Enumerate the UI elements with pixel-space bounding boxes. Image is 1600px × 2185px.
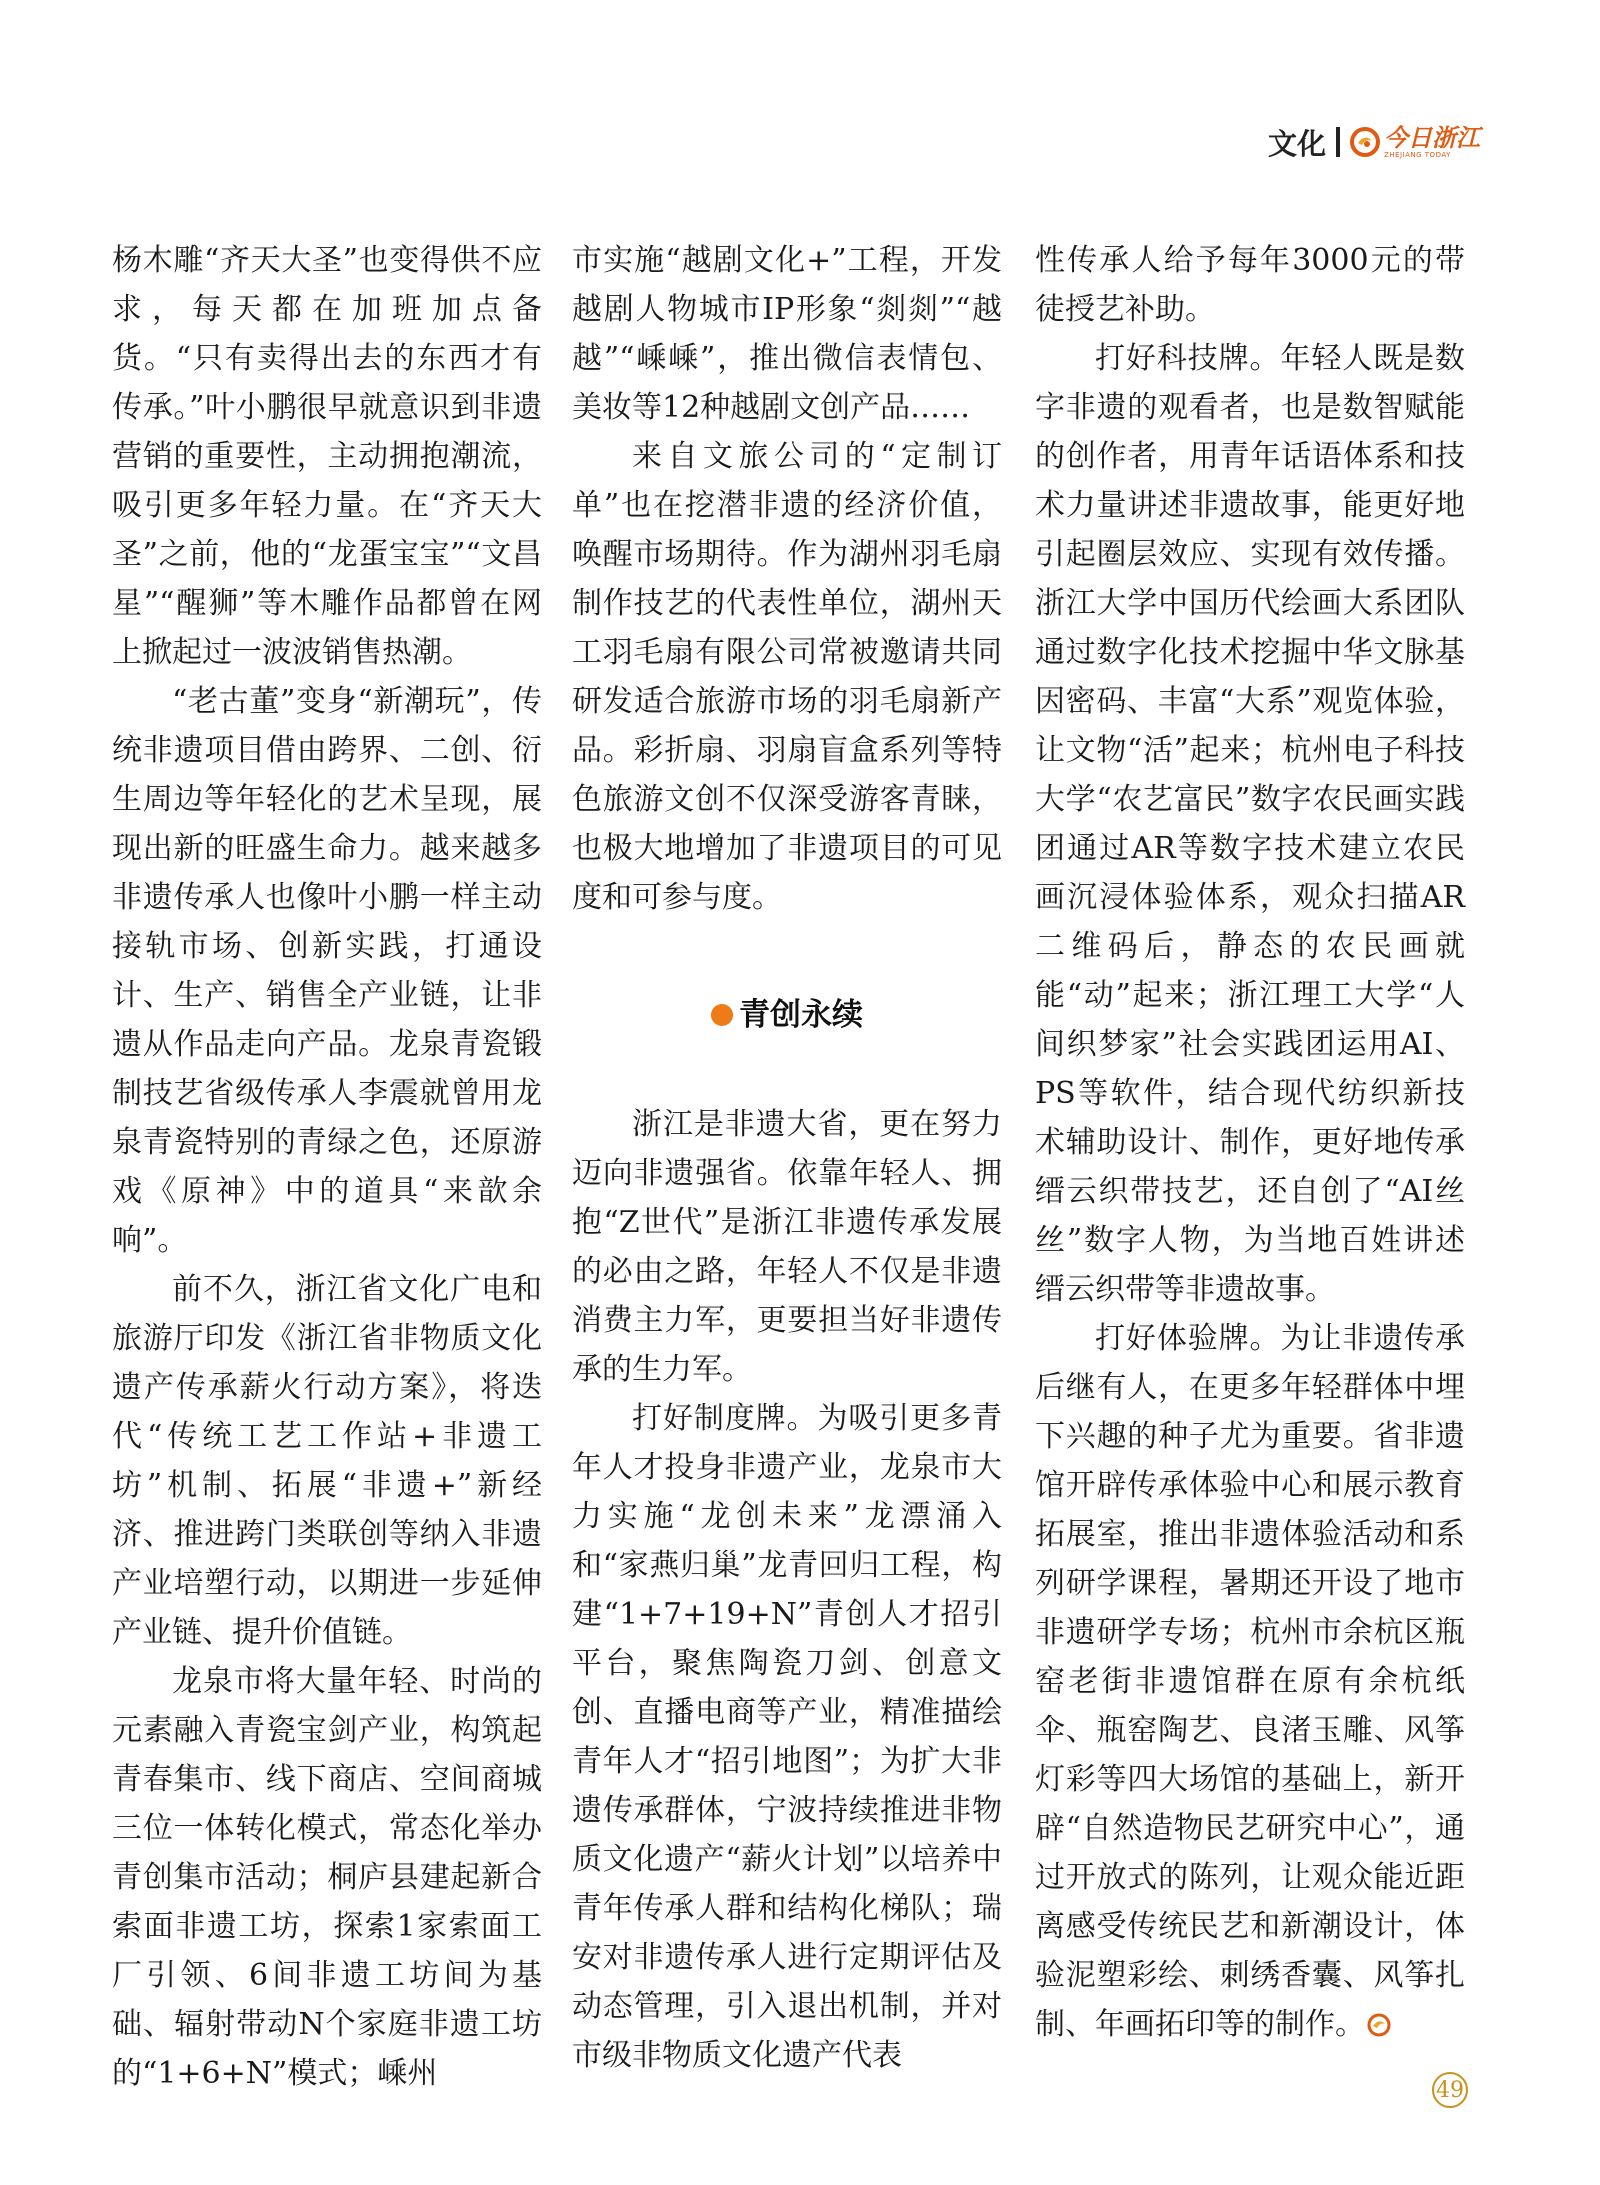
page-number: 49 (1432, 2072, 1468, 2108)
paragraph: 打好制度牌。为吸引更多青年人才投身非遗产业，龙泉市大力实施“龙创未来”龙漂涌入和“家燕归巢”龙青回归工程，构建“1+7+19+N”青创人才招引平台，聚焦陶瓷刀剑、创意文创、直播电商等产业，精准描绘青年人才“招引地图”；为扩大非遗传承群体，宁波持续推进非物质文化遗产“薪火计划”以培养中青年传承人群和结构化梯队；瑞安对非遗传承人进行定期评估及动态管理，引入退出机制，并对市级非物质文化遗产代表 (572, 1401, 1002, 2073)
magazine-logo (1350, 123, 1480, 159)
end-mark-icon (1367, 2013, 1391, 2037)
paragraph: 打好科技牌。年轻人既是数字非遗的观看者，也是数智赋能的创作者，用青年话语体系和技术力量讲述非遗故事，能更好地引起圈层效应、实现有效传播。浙江大学中国历代绘画大系团队通过数字化技术挖掘中华文脉基因密码、丰富“大系”观览体验，让文物“活”起来；杭州电子科技大学“农艺富民”数字农民画实践团通过AR等数字技术建立农民画沉浸体验体系，观众扫描AR二维码后，静态的农民画就能“动”起来；浙江理工大学“人间织梦家”社会实践团运用AI、PS等软件，结合现代纺织新技术辅助设计、制作，更好地传承缙云织带技艺，还自创了“AI丝丝”数字人物，为当地百姓讲述缙云织带等非遗故事。 (1035, 341, 1465, 1307)
paragraph: 浙江是非遗大省，更在努力迈向非遗强省。依靠年轻人、拥抱“Z世代”是浙江非遗传承发展的必由之路，年轻人不仅是非遗消费主力军，更要担当好非遗传承的生力军。 (572, 1107, 1002, 1387)
paragraph: 龙泉市将大量年轻、时尚的元素融入青瓷宝剑产业，构筑起青春集市、线下商店、空间商城三位一体转化模式，常态化举办青创集市活动；桐庐县建起新合索面非遗工坊，探索1家索面工厂引领、6间非遗工坊间为基础、辐射带动N个家庭非遗工坊的“1+6+N”模式；嵊州 (112, 1664, 542, 2091)
paragraph: 杨木雕“齐天大圣”也变得供不应求，每天都在加班加点备货。“只有卖得出去的东西才有传承。”叶小鹏很早就意识到非遗营销的重要性，主动拥抱潮流，吸引更多年轻力量。在“齐天大圣”之前，他的“龙蛋宝宝”“文昌星”“醒狮”等木雕作品都曾在网上掀起过一波波销售热潮。 (112, 243, 542, 670)
paragraph: 市实施“越剧文化+”工程，开发越剧人物城市IP形象“剡剡”“越越”“嵊嵊”，推出微信表情包、美妆等12种越剧文创产品…… (572, 243, 1002, 425)
paragraph: 来自文旅公司的“定制订单”也在挖潜非遗的经济价值，唤醒市场期待。作为湖州羽毛扇制作技艺的代表性单位，湖州天工羽毛扇有限公司常被邀请共同研发适合旅游市场的羽毛扇新产品。彩折扇、羽扇盲盒系列等特色旅游文创不仅深受游客青睐，也极大地增加了非遗项目的可见度和可参与度。 (572, 439, 1002, 915)
section-heading (572, 990, 1002, 1040)
logo-english-text: ZHEJIANG TODAY (1384, 150, 1451, 159)
paragraph: 性传承人给予每年3000元的带徒授艺补助。 (1035, 243, 1465, 327)
article-column-2 (572, 236, 1002, 2080)
section-heading-text: 青创永续 (739, 996, 863, 1033)
section-label: 文化 (1267, 126, 1326, 161)
paragraph: “老古董”变身“新潮玩”，传统非遗项目借由跨界、二创、衍生周边等年轻化的艺术呈现，展现出新的旺盛生命力。越来越多非遗传承人也像叶小鹏一样主动接轨市场、创新实践，打通设计、生产、销售全产业链，让非遗从作品走向产品。龙泉青瓷锻制技艺省级传承人李震就曾用龙泉青瓷特别的青绿之色，还原游戏《原神》中的道具“来歆余响”。 (112, 684, 542, 1258)
final-paragraph (1035, 1314, 1465, 2049)
orange-dot-icon (711, 1004, 733, 1026)
page-header (1268, 118, 1480, 166)
paragraph: 前不久，浙江省文化广电和旅游厅印发《浙江省非物质文化遗产传承薪火行动方案》，将迭代“传统工艺工作站+非遗工坊”机制、拓展“非遗+”新经济、推进跨门类联创等纳入非遗产业培塑行动，以期进一步延伸产业链、提升价值链。 (112, 1272, 542, 1650)
article-column-3 (1035, 236, 1465, 2049)
article-column-1 (112, 236, 542, 2098)
header-divider (1336, 127, 1340, 157)
logo-chinese-text: 今日浙江 (1384, 123, 1480, 152)
paragraph-text: 打好体验牌。为让非遗传承后继有人，在更多年轻群体中埋下兴趣的种子尤为重要。省非遗馆开辟传承体验中心和展示教育拓展室，推出非遗体验活动和系列研学课程，暑期还开设了地市非遗研学专场；杭州市余杭区瓶窑老街非遗馆群在原有余杭纸伞、瓶窑陶艺、良渚玉雕、风筝灯彩等四大场馆的基础上，新开辟“自然造物民艺研究中心”，通过开放式的陈列，让观众能近距离感受传统民艺和新潮设计，体验泥塑彩绘、刺绣香囊、风筝扎制、年画拓印等的制作。 (1035, 1321, 1465, 2042)
logo-swirl-icon (1350, 127, 1380, 157)
